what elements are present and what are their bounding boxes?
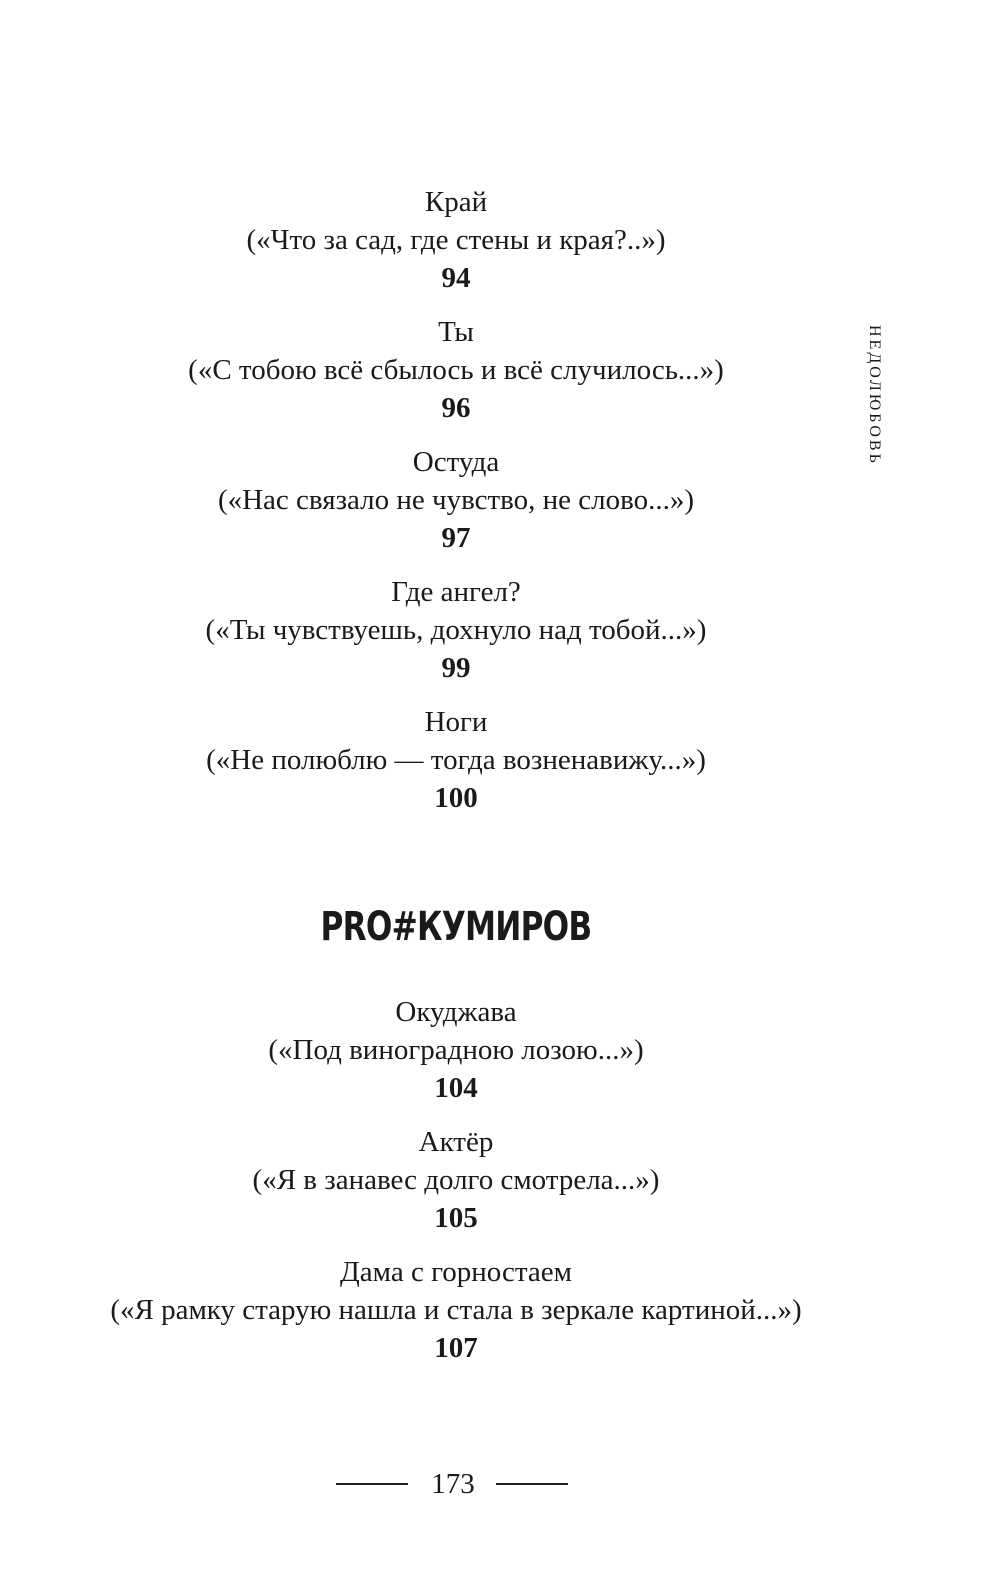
entry-page-number: 104	[434, 1072, 478, 1104]
running-head: НЕДОЛЮБОВЬ	[866, 324, 883, 466]
toc-entry	[0, 444, 912, 557]
section-title: PRO#КУМИРОВ	[320, 904, 592, 950]
entry-page-number: 97	[441, 522, 471, 554]
entry-title: Край	[424, 186, 488, 218]
folio-rule-right	[496, 1483, 568, 1485]
entry-first-line: («Нас связало не чувство, не слово...»)	[217, 484, 695, 516]
entry-title: Ты	[438, 316, 474, 348]
entry-title: Ноги	[424, 706, 488, 738]
page-folio	[336, 1462, 576, 1506]
entry-page-number: 107	[434, 1332, 478, 1364]
toc-entry	[0, 704, 912, 817]
toc-entry	[0, 574, 912, 687]
entry-title: Где ангел?	[391, 576, 521, 608]
entry-first-line: («Что за сад, где стены и края?..»)	[246, 224, 666, 256]
entry-title: Дама с горностаем	[340, 1256, 572, 1288]
toc-entry	[0, 1124, 912, 1237]
entry-title: Окуджава	[395, 996, 517, 1028]
entry-first-line: («Я рамку старую нашла и стала в зеркале картиной...»)	[110, 1294, 802, 1326]
toc-entry	[0, 184, 912, 297]
entry-page-number: 105	[434, 1202, 478, 1234]
folio-rule-left	[336, 1483, 408, 1485]
entry-title: Остуда	[412, 446, 500, 478]
toc-entry	[0, 994, 912, 1107]
entry-first-line: («Под виноградною лозою...»)	[268, 1034, 644, 1066]
entry-first-line: («Не полюблю — тогда возненавижу...»)	[206, 744, 706, 776]
toc-entry	[0, 314, 912, 427]
entry-title: Актёр	[418, 1126, 494, 1158]
entry-page-number: 100	[434, 782, 478, 814]
entry-page-number: 96	[441, 392, 471, 424]
toc-entry	[0, 1254, 912, 1367]
entry-first-line: («Ты чувствуешь, дохнуло над тобой...»)	[205, 614, 707, 646]
entry-page-number: 94	[441, 262, 471, 294]
entry-first-line: («Я в занавес долго смотрела...»)	[252, 1164, 660, 1196]
page-number: 173	[431, 1468, 475, 1500]
entry-page-number: 99	[441, 652, 471, 684]
entry-first-line: («С тобою всё сбылось и всё случилось...»)	[188, 354, 724, 386]
